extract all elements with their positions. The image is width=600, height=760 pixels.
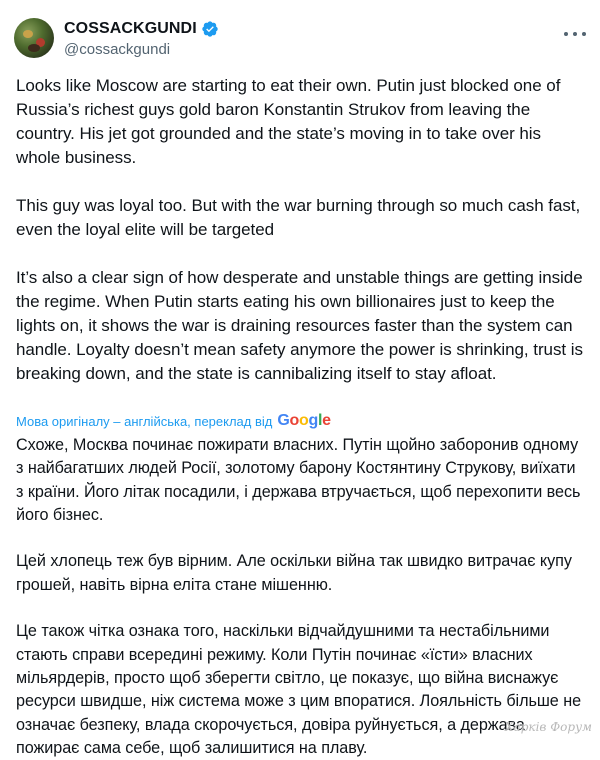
- post-original-text: Looks like Moscow are starting to eat their own. Putin just blocked one of Russia’s richest guys gold baron Konstantin Strukov from leaving the country. His jet got grounded and the state’s moving in to take over his whole business. This guy was loyal too. But with the war burning through so much cash fast, even the loyal elite will be targeted It’s also a clear sign of how desperate and unstable things are getting inside the regime. When Putin starts eating his own billionaires just to keep the lights on, it shows the war is draining resources faster than the system can handle. Loyalty doesn’t mean safety anymore the power is shrinking, trust is breaking down, and the state is cannibalizing itself to stay afloat.: [16, 76, 583, 383]
- author-name-row[interactable]: [64, 20, 219, 38]
- verified-badge-icon: [201, 20, 219, 38]
- watermark: Харків Форум: [505, 720, 592, 734]
- author-avatar[interactable]: [14, 18, 54, 58]
- google-letter: g: [308, 412, 318, 429]
- google-wordmark: [277, 412, 330, 429]
- avatar-detail: [28, 44, 40, 52]
- google-letter: o: [289, 412, 300, 429]
- author-handle[interactable]: @cossackgundi: [64, 41, 171, 58]
- google-letter: o: [299, 412, 309, 429]
- post-translated-text: Схоже, Москва починає пожирати власних. Путін щойно заборонив одному з найбагатших людей Росії, золотому барону Костянтину Струкову, виїхати з країни. Його літак посадили, і держава втручається, щоб перехопити весь його бізнес. Цей хлопець теж був вірним. Але оскільки війна так швидко витрачає купу грошей, навіть вірна еліта стане мішенню. Це також чітка ознака того, наскільки відчайдушними та нестабільними стають справи всередині режиму. Коли Путін починає «їсти» власних мільярдерів, просто щоб зберегти світло, це показує, що війна виснажує ресурси швидше, ніж система може з цим впоратися. Лояльність більше не означає безпеку, влада скорочується, довіра руйнується, а держава пожирає сама себе, щоб залишитися на плаву.: [16, 436, 582, 757]
- google-logo: [277, 412, 330, 430]
- translation-label[interactable]: Мова оригіналу – англійська, переклад від: [16, 413, 273, 429]
- more-dot: [573, 32, 577, 36]
- avatar-detail: [23, 30, 33, 38]
- google-letter: G: [277, 412, 290, 429]
- author-display-name[interactable]: COSSACKGUNDI: [64, 20, 197, 37]
- more-dot: [564, 32, 568, 36]
- google-letter: e: [322, 412, 331, 429]
- translation-attribution[interactable]: [16, 411, 331, 431]
- google-letter: l: [317, 412, 323, 429]
- more-dot: [582, 32, 586, 36]
- more-options-icon[interactable]: [564, 24, 586, 44]
- post-header: [14, 14, 586, 62]
